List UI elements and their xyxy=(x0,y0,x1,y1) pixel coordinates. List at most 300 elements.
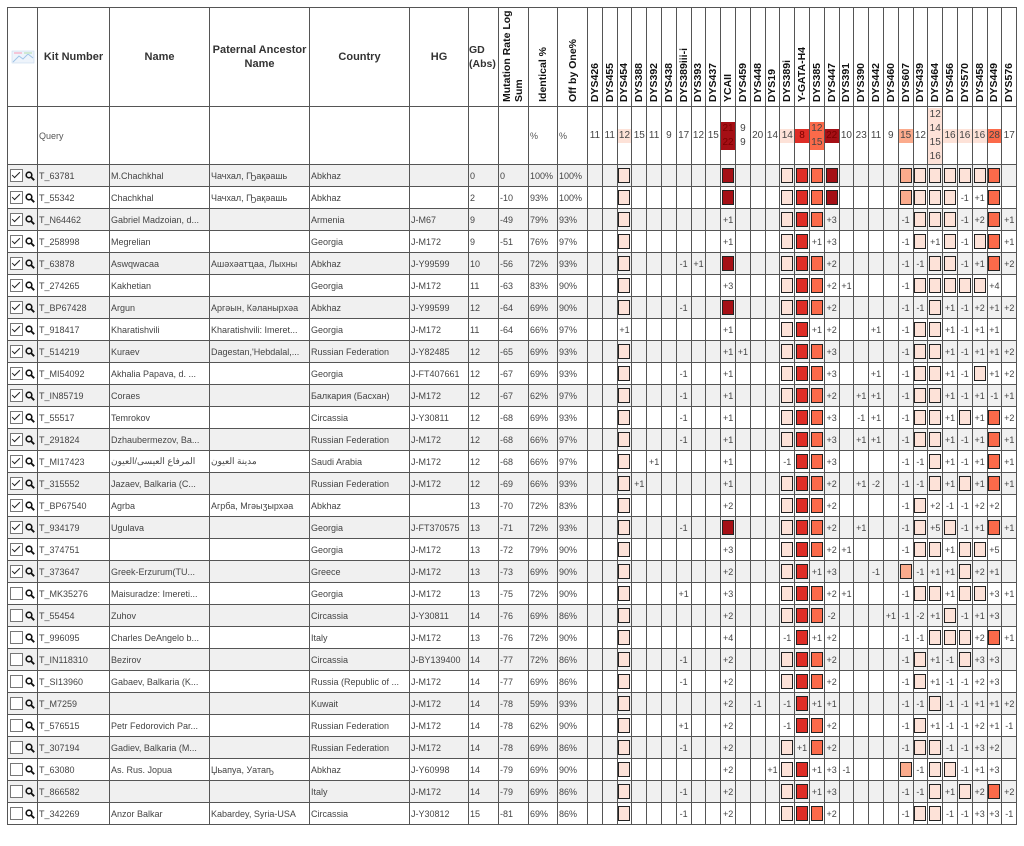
marker-diff-cell xyxy=(706,275,721,297)
marker-match-box xyxy=(944,520,956,535)
marker-diff-cell xyxy=(691,781,706,803)
marker-header[interactable] xyxy=(617,8,632,107)
hg-header[interactable]: HG xyxy=(410,8,469,107)
marker-diff-cell xyxy=(750,539,765,561)
row-select-checkbox[interactable] xyxy=(10,477,23,490)
name-cell: Kuraev xyxy=(110,341,210,363)
marker-match-cell xyxy=(795,363,810,385)
marker-header-label: DYS388 xyxy=(633,62,646,102)
mutation-rate-header[interactable] xyxy=(499,8,529,107)
magnify-icon[interactable] xyxy=(25,787,35,797)
row-select-checkbox[interactable] xyxy=(10,741,23,754)
kit-number-cell[interactable]: T_315552 xyxy=(38,473,110,495)
marker-diff-cell: +2 xyxy=(972,715,987,737)
hg-cell: J-M172 xyxy=(410,429,469,451)
marker-match-cell xyxy=(943,209,958,231)
marker-match-box xyxy=(929,454,941,469)
magnify-icon[interactable] xyxy=(25,765,35,775)
magnify-icon[interactable] xyxy=(25,457,35,467)
marker-match-box xyxy=(618,806,630,821)
marker-diff-cell xyxy=(676,231,691,253)
magnify-icon[interactable] xyxy=(25,809,35,819)
marker-header[interactable] xyxy=(602,8,617,107)
kit-number-cell[interactable]: T_SI13960 xyxy=(38,671,110,693)
kit-number-cell[interactable]: T_291824 xyxy=(38,429,110,451)
table-row xyxy=(8,605,1017,627)
gd-cell: 12 xyxy=(469,407,499,429)
marker-diff-cell xyxy=(839,473,854,495)
offbyone-cell: 93% xyxy=(558,363,588,385)
marker-diff-cell: -1 xyxy=(676,429,691,451)
marker-diff-cell: -2 xyxy=(869,473,884,495)
magnify-icon[interactable] xyxy=(25,523,35,533)
magnify-icon[interactable] xyxy=(25,611,35,621)
marker-match-cell xyxy=(617,715,632,737)
marker-header[interactable] xyxy=(780,8,795,107)
marker-match-cell xyxy=(898,187,913,209)
marker-diff-cell xyxy=(706,187,721,209)
ancestor-cell xyxy=(210,781,310,803)
magnify-icon[interactable] xyxy=(25,347,35,357)
marker-header[interactable] xyxy=(913,8,928,107)
off-by-one-header[interactable] xyxy=(558,8,588,107)
row-select-checkbox[interactable] xyxy=(10,653,23,666)
marker-diff-cell xyxy=(750,495,765,517)
marker-header[interactable] xyxy=(795,8,810,107)
table-row xyxy=(8,341,1017,363)
row-select-checkbox[interactable] xyxy=(10,609,23,622)
query-mutation-cell xyxy=(499,107,529,165)
kit-number-header[interactable]: Kit Number xyxy=(38,8,110,107)
marker-diff-cell: +1 xyxy=(854,517,869,539)
marker-header[interactable] xyxy=(765,8,780,107)
marker-diff-cell xyxy=(750,759,765,781)
marker-diff-cell xyxy=(854,627,869,649)
mutation-cell: 0 xyxy=(499,165,529,187)
marker-diff-cell: +2 xyxy=(824,539,839,561)
marker-header[interactable] xyxy=(987,8,1002,107)
query-marker-box xyxy=(618,129,632,143)
magnify-icon[interactable] xyxy=(25,743,35,753)
table-row xyxy=(8,451,1017,473)
marker-diff-cell: +3 xyxy=(824,209,839,231)
row-select-checkbox[interactable] xyxy=(10,521,23,534)
marker-match-cell xyxy=(617,451,632,473)
query-marker-box xyxy=(973,129,987,143)
magnify-icon[interactable] xyxy=(25,303,35,313)
query-marker-number: 17 xyxy=(678,129,690,141)
magnify-icon[interactable] xyxy=(25,435,35,445)
kit-number-cell[interactable]: T_IN118310 xyxy=(38,649,110,671)
marker-header-label: DYS442 xyxy=(870,62,883,102)
marker-match-box xyxy=(796,234,808,249)
marker-diff-cell xyxy=(647,231,662,253)
marker-diff-cell xyxy=(691,165,706,187)
marker-match-box xyxy=(988,520,1000,535)
marker-header[interactable] xyxy=(972,8,987,107)
marker-diff-cell: +2 xyxy=(824,649,839,671)
kit-number-cell[interactable]: T_MK35276 xyxy=(38,583,110,605)
marker-diff-cell: -1 xyxy=(676,803,691,825)
marker-match-cell xyxy=(780,803,795,825)
row-select-checkbox[interactable] xyxy=(10,565,23,578)
marker-diff-cell: +2 xyxy=(1002,363,1017,385)
marker-match-box xyxy=(974,366,986,381)
row-select-checkbox[interactable] xyxy=(10,697,23,710)
off-by-one-label: Off by One% xyxy=(566,38,579,102)
marker-diff-cell xyxy=(676,495,691,517)
kit-number-cell[interactable]: T_918417 xyxy=(38,319,110,341)
marker-diff-cell xyxy=(647,693,662,715)
marker-diff-cell: +2 xyxy=(721,693,736,715)
kit-number-cell[interactable]: T_373647 xyxy=(38,561,110,583)
magnify-icon[interactable] xyxy=(25,215,35,225)
magnify-icon[interactable] xyxy=(25,567,35,577)
magnify-icon[interactable] xyxy=(25,589,35,599)
row-select-checkbox[interactable] xyxy=(10,543,23,556)
kit-number-cell[interactable]: T_63080 xyxy=(38,759,110,781)
row-select-checkbox[interactable] xyxy=(10,675,23,688)
query-marker-box xyxy=(840,129,854,143)
marker-diff-cell: -1 xyxy=(898,671,913,693)
marker-match-box xyxy=(974,278,986,293)
magnify-icon[interactable] xyxy=(25,193,35,203)
gd-cell: 0 xyxy=(469,165,499,187)
row-select-checkbox[interactable] xyxy=(10,345,23,358)
marker-diff-cell xyxy=(647,473,662,495)
marker-diff-cell xyxy=(883,561,898,583)
row-select-checkbox[interactable] xyxy=(10,631,23,644)
marker-match-cell xyxy=(780,649,795,671)
marker-header[interactable] xyxy=(957,8,972,107)
magnify-icon[interactable] xyxy=(25,545,35,555)
marker-diff-cell xyxy=(883,165,898,187)
row-select-checkbox[interactable] xyxy=(10,323,23,336)
magnify-icon[interactable] xyxy=(25,259,35,269)
magnify-icon[interactable] xyxy=(25,655,35,665)
magnify-icon[interactable] xyxy=(25,171,35,181)
row-actions-cell xyxy=(8,385,38,407)
row-select-checkbox[interactable] xyxy=(10,191,23,204)
gd-header[interactable]: GD (Abs) xyxy=(469,8,499,107)
marker-match-cell xyxy=(972,363,987,385)
row-select-checkbox[interactable] xyxy=(10,433,23,446)
marker-header-label: DYS454 xyxy=(618,62,631,102)
marker-match-cell xyxy=(617,495,632,517)
country-header[interactable]: Country xyxy=(310,8,410,107)
marker-header[interactable] xyxy=(809,8,824,107)
magnify-icon[interactable] xyxy=(25,501,35,511)
marker-header[interactable] xyxy=(854,8,869,107)
gd-cell: 12 xyxy=(469,451,499,473)
marker-match-cell xyxy=(780,209,795,231)
row-actions-cell xyxy=(8,275,38,297)
name-header[interactable]: Name xyxy=(110,8,210,107)
marker-diff-cell xyxy=(602,275,617,297)
mutation-cell: -69 xyxy=(499,473,529,495)
offbyone-cell: 90% xyxy=(558,539,588,561)
marker-diff-cell xyxy=(1002,561,1017,583)
marker-diff-cell xyxy=(735,517,750,539)
marker-diff-cell xyxy=(883,737,898,759)
marker-diff-cell xyxy=(735,605,750,627)
query-marker-number: 22 xyxy=(826,129,838,141)
kit-number-cell[interactable]: T_307194 xyxy=(38,737,110,759)
query-marker-number: 16 xyxy=(944,129,956,141)
marker-header[interactable] xyxy=(632,8,647,107)
marker-diff-cell xyxy=(765,517,780,539)
marker-match-box xyxy=(796,652,808,667)
row-select-checkbox[interactable] xyxy=(10,213,23,226)
kit-number-cell[interactable]: T_514219 xyxy=(38,341,110,363)
marker-diff-cell xyxy=(691,605,706,627)
marker-diff-cell xyxy=(588,363,603,385)
identical-cell: 76% xyxy=(529,231,558,253)
marker-match-cell xyxy=(809,473,824,495)
marker-header[interactable] xyxy=(883,8,898,107)
marker-match-box xyxy=(618,740,630,755)
marker-diff-cell: -1 xyxy=(898,781,913,803)
marker-header[interactable] xyxy=(750,8,765,107)
magnify-icon[interactable] xyxy=(25,391,35,401)
magnify-icon[interactable] xyxy=(25,325,35,335)
marker-header[interactable] xyxy=(839,8,854,107)
marker-match-box xyxy=(929,740,941,755)
row-select-checkbox[interactable] xyxy=(10,367,23,380)
identical-cell: 69% xyxy=(529,803,558,825)
name-cell xyxy=(110,539,210,561)
marker-diff-cell: +1 xyxy=(972,341,987,363)
kit-number-cell[interactable]: T_MI54092 xyxy=(38,363,110,385)
row-select-checkbox[interactable] xyxy=(10,763,23,776)
marker-match-cell xyxy=(617,297,632,319)
query-marker-box xyxy=(928,108,942,164)
marker-diff-cell xyxy=(765,341,780,363)
kit-number-cell[interactable]: T_M7259 xyxy=(38,693,110,715)
marker-diff-cell xyxy=(706,407,721,429)
row-select-checkbox[interactable] xyxy=(10,411,23,424)
marker-diff-cell xyxy=(661,451,676,473)
magnify-icon[interactable] xyxy=(25,479,35,489)
marker-match-box xyxy=(618,542,630,557)
row-select-checkbox[interactable] xyxy=(10,389,23,402)
kit-number-cell[interactable]: T_934179 xyxy=(38,517,110,539)
table-row xyxy=(8,473,1017,495)
marker-match-cell xyxy=(795,165,810,187)
paternal-ancestor-header[interactable]: Paternal Ancestor Name xyxy=(210,8,310,107)
kit-number-cell[interactable]: T_N64462 xyxy=(38,209,110,231)
marker-header[interactable] xyxy=(943,8,958,107)
identical-cell: 69% xyxy=(529,363,558,385)
marker-header[interactable] xyxy=(588,8,603,107)
marker-diff-cell: +1 xyxy=(809,561,824,583)
marker-diff-cell xyxy=(883,649,898,671)
magnify-icon[interactable] xyxy=(25,237,35,247)
marker-diff-cell xyxy=(676,627,691,649)
marker-match-cell xyxy=(809,803,824,825)
marker-diff-cell xyxy=(854,319,869,341)
marker-match-box xyxy=(914,718,926,733)
marker-diff-cell: +3 xyxy=(972,649,987,671)
marker-match-cell xyxy=(795,275,810,297)
row-select-checkbox[interactable] xyxy=(10,169,23,182)
identical-cell: 72% xyxy=(529,253,558,275)
row-select-checkbox[interactable] xyxy=(10,235,23,248)
marker-match-cell xyxy=(809,451,824,473)
marker-match-box xyxy=(974,586,986,601)
marker-diff-cell: +1 xyxy=(721,363,736,385)
kit-number-cell[interactable]: T_63781 xyxy=(38,165,110,187)
marker-diff-cell: -1 xyxy=(987,385,1002,407)
offbyone-cell: 86% xyxy=(558,737,588,759)
marker-match-cell xyxy=(809,297,824,319)
marker-header-label: Y-GATA-H4 xyxy=(796,46,809,102)
marker-header[interactable] xyxy=(898,8,913,107)
kit-number-cell[interactable]: T_55342 xyxy=(38,187,110,209)
marker-header-label: DYS392 xyxy=(648,62,661,102)
marker-header[interactable] xyxy=(824,8,839,107)
marker-diff-cell xyxy=(588,693,603,715)
marker-match-cell xyxy=(987,451,1002,473)
marker-match-cell xyxy=(987,517,1002,539)
marker-diff-cell: +2 xyxy=(824,583,839,605)
marker-match-cell xyxy=(795,297,810,319)
kit-number-cell[interactable]: T_63878 xyxy=(38,253,110,275)
country-cell: Georgia xyxy=(310,517,410,539)
magnify-icon[interactable] xyxy=(25,721,35,731)
marker-header[interactable] xyxy=(928,8,943,107)
marker-match-cell xyxy=(943,627,958,649)
marker-diff-cell: +2 xyxy=(824,517,839,539)
row-select-checkbox[interactable] xyxy=(10,719,23,732)
magnify-icon[interactable] xyxy=(25,281,35,291)
marker-match-cell xyxy=(809,341,824,363)
kit-number-cell[interactable]: T_BP67428 xyxy=(38,297,110,319)
row-select-checkbox[interactable] xyxy=(10,785,23,798)
kit-number-cell[interactable]: T_374751 xyxy=(38,539,110,561)
marker-diff-cell xyxy=(647,275,662,297)
marker-header-label: DYS576 xyxy=(1003,62,1016,102)
kit-number-cell[interactable]: T_MI17423 xyxy=(38,451,110,473)
marker-header[interactable] xyxy=(735,8,750,107)
kit-number-cell[interactable]: T_BP67540 xyxy=(38,495,110,517)
marker-diff-cell xyxy=(632,561,647,583)
marker-match-cell xyxy=(943,759,958,781)
row-select-checkbox[interactable] xyxy=(10,279,23,292)
marker-diff-cell xyxy=(854,495,869,517)
kit-number-cell[interactable]: T_996095 xyxy=(38,627,110,649)
marker-match-box xyxy=(959,652,971,667)
row-select-checkbox[interactable] xyxy=(10,499,23,512)
marker-header[interactable] xyxy=(691,8,706,107)
marker-match-cell xyxy=(780,253,795,275)
kit-number-cell[interactable]: T_342269 xyxy=(38,803,110,825)
marker-header[interactable] xyxy=(706,8,721,107)
marker-diff-cell xyxy=(706,253,721,275)
marker-diff-cell xyxy=(588,341,603,363)
marker-diff-cell xyxy=(632,649,647,671)
marker-diff-cell: +1 xyxy=(943,385,958,407)
kit-number-cell[interactable]: T_274265 xyxy=(38,275,110,297)
marker-diff-cell xyxy=(735,165,750,187)
identical-header[interactable] xyxy=(529,8,558,107)
magnify-icon[interactable] xyxy=(25,633,35,643)
marker-match-cell xyxy=(928,539,943,561)
query-marker-number: 11 xyxy=(648,129,660,141)
marker-diff-cell xyxy=(883,231,898,253)
query-marker-value xyxy=(943,107,958,165)
query-marker-value xyxy=(706,107,721,165)
kit-number-cell[interactable]: T_55517 xyxy=(38,407,110,429)
row-select-checkbox[interactable] xyxy=(10,301,23,314)
magnify-icon[interactable] xyxy=(25,369,35,379)
marker-diff-cell xyxy=(750,253,765,275)
offbyone-cell: 90% xyxy=(558,275,588,297)
marker-match-box xyxy=(914,740,926,755)
marker-diff-cell: +1 xyxy=(676,583,691,605)
query-marker-number: 28 xyxy=(988,129,1000,141)
magnify-icon[interactable] xyxy=(25,699,35,709)
country-cell: Abkhaz xyxy=(310,253,410,275)
kit-number-cell[interactable]: T_866582 xyxy=(38,781,110,803)
hg-cell: J-M172 xyxy=(410,737,469,759)
row-select-checkbox[interactable] xyxy=(10,587,23,600)
kit-number-cell[interactable]: T_55454 xyxy=(38,605,110,627)
query-country-cell xyxy=(310,107,410,165)
marker-diff-cell: +1 xyxy=(1002,517,1017,539)
marker-header[interactable] xyxy=(676,8,691,107)
marker-diff-cell: +2 xyxy=(972,297,987,319)
marker-match-box xyxy=(618,344,630,359)
ancestor-cell xyxy=(210,517,310,539)
magnify-icon[interactable] xyxy=(25,413,35,423)
marker-diff-cell xyxy=(854,341,869,363)
marker-header[interactable] xyxy=(869,8,884,107)
marker-header[interactable] xyxy=(647,8,662,107)
magnify-icon[interactable] xyxy=(25,677,35,687)
marker-diff-cell: +2 xyxy=(824,319,839,341)
row-actions-cell xyxy=(8,319,38,341)
marker-diff-cell: -1 xyxy=(676,737,691,759)
marker-header[interactable] xyxy=(1002,8,1017,107)
row-select-checkbox[interactable] xyxy=(10,455,23,468)
marker-diff-cell xyxy=(588,451,603,473)
marker-diff-cell: +3 xyxy=(987,605,1002,627)
marker-match-box xyxy=(914,190,926,205)
marker-diff-cell xyxy=(588,319,603,341)
marker-diff-cell xyxy=(869,583,884,605)
query-marker-number: 11 xyxy=(604,129,615,141)
gd-cell: 13 xyxy=(469,495,499,517)
marker-match-cell xyxy=(957,473,972,495)
marker-match-box xyxy=(929,806,941,821)
query-gd-cell xyxy=(469,107,499,165)
kit-number-cell[interactable]: T_IN85719 xyxy=(38,385,110,407)
kit-number-cell[interactable]: T_576515 xyxy=(38,715,110,737)
marker-diff-cell xyxy=(883,363,898,385)
row-select-checkbox[interactable] xyxy=(10,807,23,820)
kit-number-cell[interactable]: T_258998 xyxy=(38,231,110,253)
marker-diff-cell: -1 xyxy=(957,737,972,759)
query-marker-box xyxy=(780,129,794,143)
row-select-checkbox[interactable] xyxy=(10,257,23,270)
mutation-cell: -64 xyxy=(499,297,529,319)
name-cell: Chachkhal xyxy=(110,187,210,209)
marker-match-box xyxy=(914,322,926,337)
marker-header[interactable] xyxy=(721,8,736,107)
marker-match-box xyxy=(781,212,793,227)
marker-header[interactable] xyxy=(661,8,676,107)
